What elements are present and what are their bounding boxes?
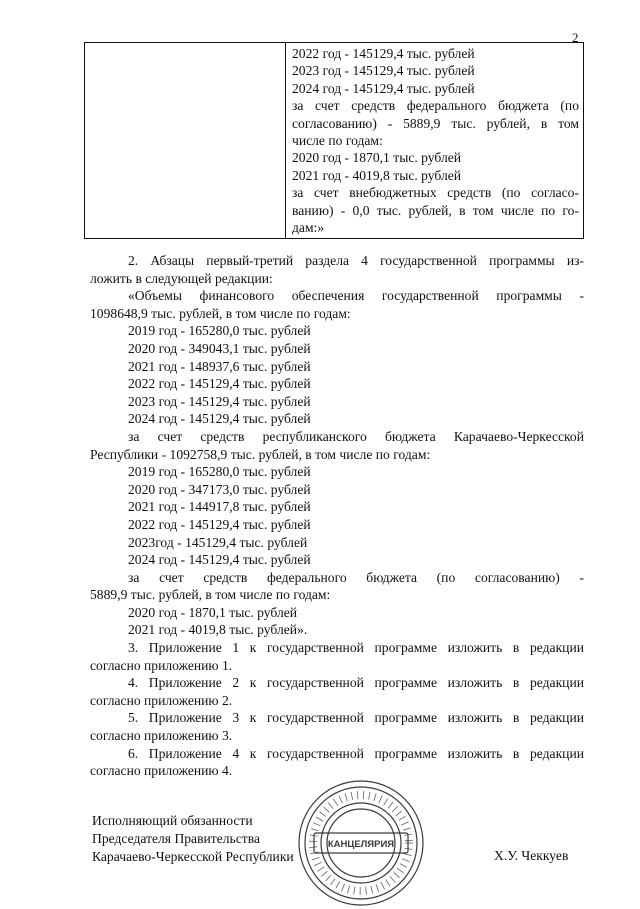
seal-lettering-mark	[354, 887, 355, 895]
seal-lettering-mark	[369, 792, 370, 800]
seal-lettering-mark	[309, 847, 317, 848]
table-cell-funding	[286, 43, 584, 239]
funding-line: за счет внебюджетных средств (по согласо-	[292, 184, 579, 201]
body-line: 2023год - 145129,4 тыс. рублей	[90, 534, 584, 552]
seal-lettering-mark	[403, 828, 411, 830]
seal-lettering-mark	[374, 793, 376, 801]
funding-line: 2021 год - 4019,8 тыс. рублей	[292, 167, 579, 184]
funding-line: числе по годам:	[292, 132, 579, 149]
seal-lettering-mark	[371, 886, 373, 894]
body-line: 5. Приложение 3 к государственной программе изложить в редакции	[90, 709, 584, 727]
seal-lettering-mark	[392, 806, 398, 812]
body-line: согласно приложению 3.	[90, 727, 584, 745]
body-line: 5889,9 тыс. рублей, в том числе по годам:	[90, 586, 584, 604]
funding-line: дам:»	[292, 219, 579, 236]
seal-lettering-mark	[384, 798, 388, 805]
body-line: 2021 год - 4019,8 тыс. рублей».	[90, 621, 584, 639]
seal-lettering-mark	[381, 882, 385, 889]
seal-lettering-mark	[399, 816, 406, 820]
seal-lettering-mark	[342, 884, 345, 891]
seal-lettering-mark	[397, 868, 404, 873]
seal-lettering-mark	[326, 875, 331, 881]
body-line: за счет средств федерального бюджета (по согласованию) -	[90, 569, 584, 587]
funding-line: за счет средств федерального бюджета (по	[292, 97, 579, 114]
body-line: 3. Приложение 1 к государственной программе изложить в редакции	[90, 639, 584, 657]
funding-line: согласованию) - 5889,9 тыс. рублей, в том	[292, 115, 579, 132]
signatory-position-line: Карачаево-Черкесской Республики	[92, 848, 294, 866]
body-line: 2024 год - 145129,4 тыс. рублей	[90, 551, 584, 569]
body-line: «Объемы финансового обеспечения государственной программы -	[90, 287, 584, 305]
seal-lettering-mark	[396, 811, 402, 816]
seal-lettering-mark	[319, 812, 325, 817]
signatory-position-line: Председателя Правительства	[92, 830, 294, 848]
seal-lettering-mark	[321, 871, 327, 876]
seal-lettering-mark	[313, 823, 320, 826]
seal-lettering-mark	[402, 859, 409, 862]
seal-lettering-mark	[405, 848, 413, 849]
body-line: за счет средств республиканского бюджета Карачаево-Черкесской	[90, 428, 584, 446]
body-line: 2019 год - 165280,0 тыс. рублей	[90, 463, 584, 481]
seal-lettering-mark	[404, 854, 412, 856]
document-body	[90, 252, 584, 780]
funding-line: ванию) - 0,0 тыс. рублей, в том числе по го-	[292, 202, 579, 219]
body-line: 6. Приложение 4 к государственной программе изложить в редакции	[90, 745, 584, 763]
seal-lettering-mark	[330, 879, 335, 885]
body-line: 2. Абзацы первый-третий раздела 4 государственной программы из-	[90, 252, 584, 270]
body-line: 2021 год - 144917,8 тыс. рублей	[90, 498, 584, 516]
table-cell-empty	[85, 43, 286, 239]
seal-lettering-mark	[336, 881, 340, 888]
seal-lettering-mark	[400, 864, 407, 868]
body-line: 2019 год - 165280,0 тыс. рублей	[90, 322, 584, 340]
seal-lettering-mark	[311, 829, 319, 831]
seal-lettering-mark	[386, 879, 390, 886]
seal-lettering-mark	[379, 795, 382, 802]
seal-lettering-mark	[328, 803, 333, 809]
seal-lettering-mark	[345, 794, 347, 802]
seal-lettering-mark	[333, 799, 337, 806]
chancellery-seal	[290, 777, 432, 909]
signatory-position-line: Исполняющий обязанности	[92, 812, 294, 830]
seal-lettering-mark	[401, 822, 408, 825]
seal-lettering-mark	[394, 872, 400, 877]
signatory-position	[92, 812, 294, 866]
seal-lettering-mark	[348, 886, 350, 894]
funding-table	[84, 42, 584, 239]
seal-lettering-mark	[390, 876, 395, 882]
seal-lettering-mark	[388, 802, 393, 808]
signatory-name: Х.У. Чеккуев	[494, 848, 568, 864]
seal-lettering-mark	[314, 862, 321, 866]
body-line: 1098648,9 тыс. рублей, в том числе по годам:	[90, 305, 584, 323]
body-line: согласно приложению 2.	[90, 692, 584, 710]
seal-lettering-mark	[351, 792, 353, 800]
body-line: 2020 год - 347173,0 тыс. рублей	[90, 481, 584, 499]
body-line: 2022 год - 145129,4 тыс. рублей	[90, 516, 584, 534]
seal-lettering-mark	[376, 884, 379, 892]
body-line: 2020 год - 1870,1 тыс. рублей	[90, 604, 584, 622]
seal-lettering-mark	[357, 791, 358, 799]
seal-lettering-mark	[317, 867, 324, 871]
seal-lettering-mark	[366, 887, 367, 895]
body-line: 2024 год - 145129,4 тыс. рублей	[90, 410, 584, 428]
seal-lettering-mark	[324, 807, 330, 813]
body-line: 2020 год - 349043,1 тыс. рублей	[90, 340, 584, 358]
funding-line: 2020 год - 1870,1 тыс. рублей	[292, 149, 579, 166]
funding-line: 2023 год - 145129,4 тыс. рублей	[292, 62, 579, 79]
body-line: ложить в следующей редакции:	[90, 270, 584, 288]
body-line: 4. Приложение 2 к государственной программе изложить в редакции	[90, 674, 584, 692]
body-line: 2023 год - 145129,4 тыс. рублей	[90, 393, 584, 411]
body-line: 2021 год - 148937,6 тыс. рублей	[90, 358, 584, 376]
page-number: 2	[572, 30, 579, 46]
funding-line: 2024 год - 145129,4 тыс. рублей	[292, 80, 579, 97]
body-line: согласно приложению 4.	[90, 762, 584, 780]
funding-line: 2022 год - 145129,4 тыс. рублей	[292, 45, 579, 62]
seal-lettering-mark	[316, 817, 323, 821]
table-row	[85, 43, 584, 239]
seal-lettering-mark	[312, 857, 320, 860]
body-line: Республики - 1092758,9 тыс. рублей, в том числе по годам:	[90, 446, 584, 464]
body-line: 2022 год - 145129,4 тыс. рублей	[90, 375, 584, 393]
seal-center-text: КАНЦЕЛЯРИЯ	[328, 839, 394, 850]
body-line: согласно приложению 1.	[90, 657, 584, 675]
seal-lettering-mark	[339, 796, 342, 803]
